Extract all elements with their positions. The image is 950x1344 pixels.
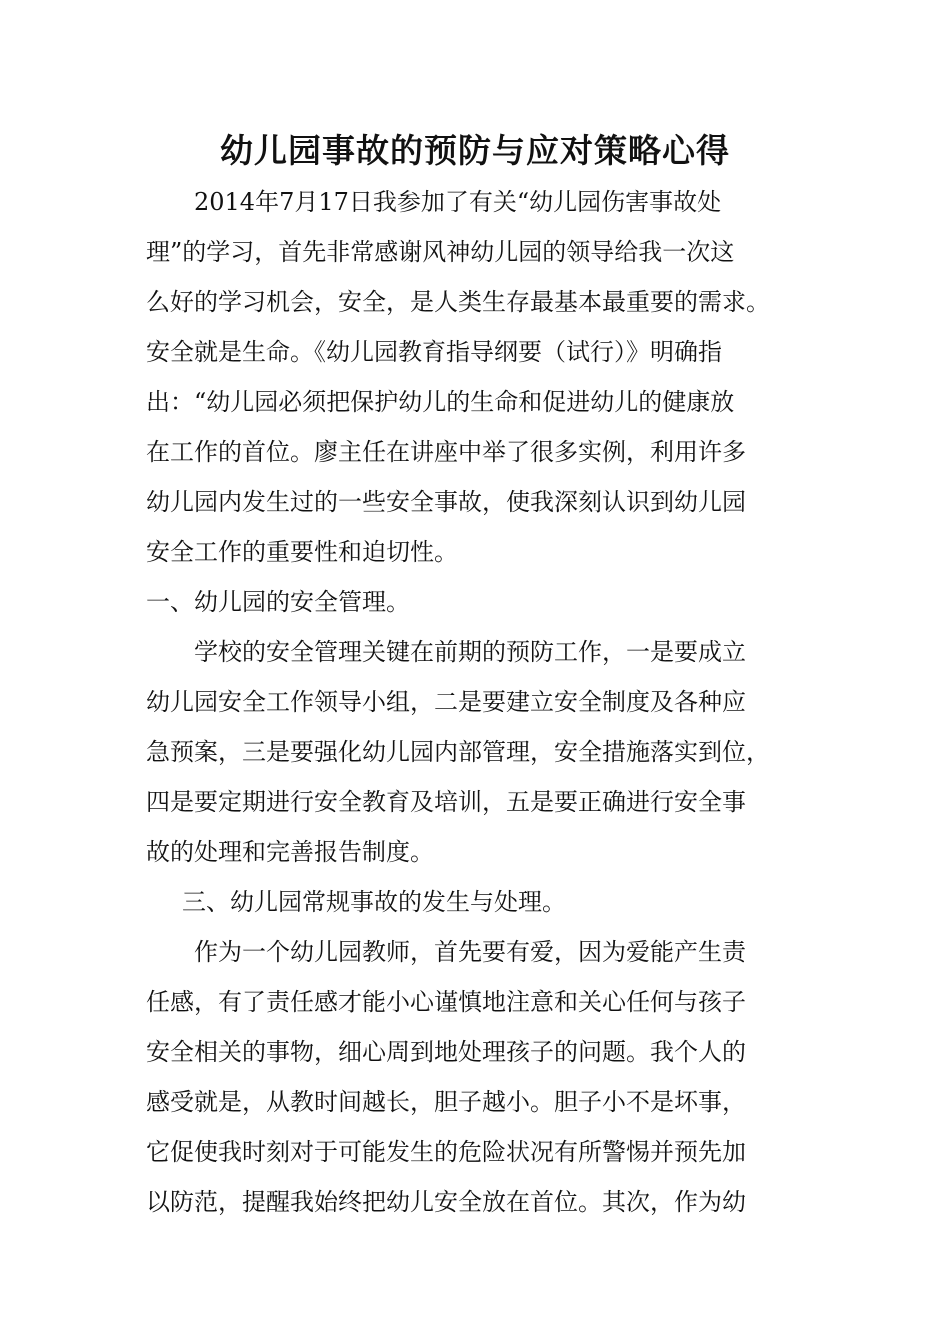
text-line: 安全就是生命。《幼儿园教育指导纲要（试行）》明确指 [146, 338, 722, 366]
text-line: 安全相关的事物，细心周到地处理孩子的问题。我个人的 [146, 1038, 746, 1066]
text-line: 2014年7月17日我参加了有关“幼儿园伤害事故处 [194, 188, 722, 216]
text-line: 故的处理和完善报告制度。 [146, 838, 434, 866]
text-line: 感受就是，从教时间越长，胆子越小。胆子小不是坏事， [146, 1088, 746, 1116]
section-heading: 一、幼儿园的安全管理。 [146, 588, 410, 616]
text-line: 学校的安全管理关键在前期的预防工作，一是要成立 [194, 638, 746, 666]
text-line: 任感，有了责任感才能小心谨慎地注意和关心任何与孩子 [146, 988, 746, 1016]
text-line: 理”的学习，首先非常感谢风神幼儿园的领导给我一次这 [146, 238, 735, 266]
document-title: 幼儿园事故的预防与应对策略心得 [220, 131, 730, 170]
text-line: 四是要定期进行安全教育及培训，五是要正确进行安全事 [146, 788, 746, 816]
section-heading: 三、幼儿园常规事故的发生与处理。 [182, 888, 566, 916]
text-line: 急预案，三是要强化幼儿园内部管理，安全措施落实到位， [146, 738, 770, 766]
text-line: 以防范，提醒我始终把幼儿安全放在首位。其次，作为幼 [146, 1188, 746, 1216]
text-line: 么好的学习机会，安全，是人类生存最基本最重要的需求。 [146, 288, 770, 316]
text-line: 幼儿园安全工作领导小组，二是要建立安全制度及各种应 [146, 688, 746, 716]
text-line: 在工作的首位。廖主任在讲座中举了很多实例，利用许多 [146, 438, 746, 466]
text-line: 出：“幼儿园必须把保护幼儿的生命和促进幼儿的健康放 [146, 388, 735, 416]
text-line: 作为一个幼儿园教师，首先要有爱，因为爱能产生责 [194, 938, 746, 966]
text-line: 幼儿园内发生过的一些安全事故，使我深刻认识到幼儿园 [146, 488, 746, 516]
text-line: 安全工作的重要性和迫切性。 [146, 538, 458, 566]
text-line: 它促使我时刻对于可能发生的危险状况有所警惕并预先加 [146, 1138, 746, 1166]
